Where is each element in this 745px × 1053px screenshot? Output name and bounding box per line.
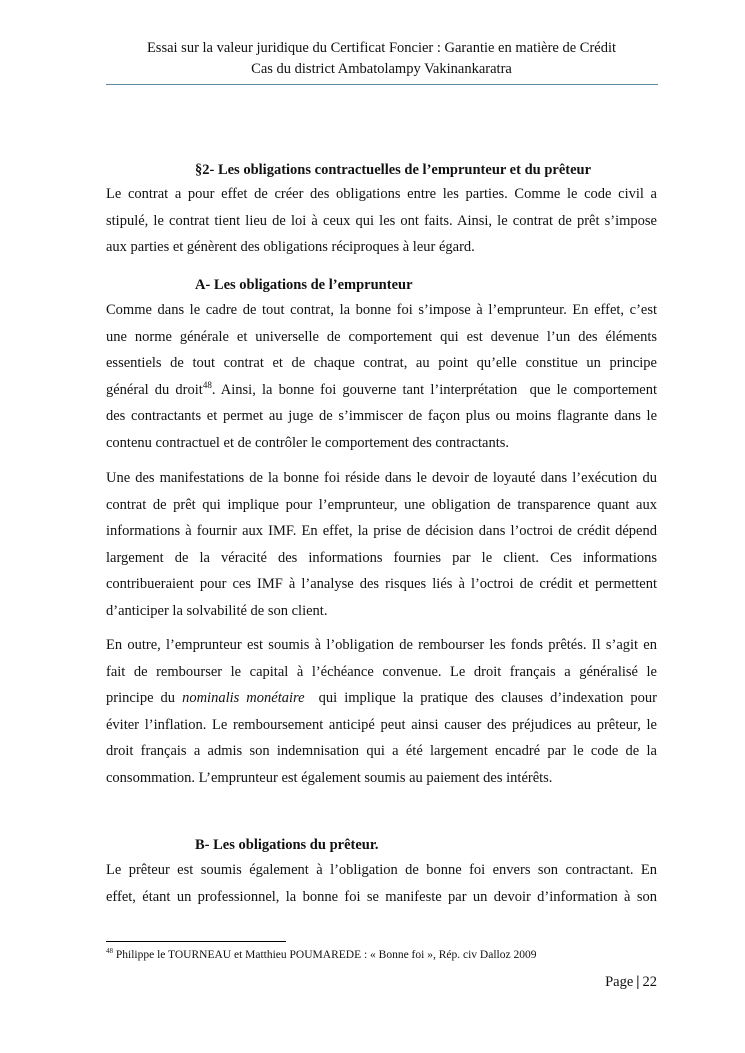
- text-line: [106, 571, 657, 598]
- text-line: [106, 545, 657, 572]
- subsection-heading-b: B- Les obligations du prêteur.: [195, 837, 379, 853]
- text-line: [106, 765, 657, 792]
- paragraph: [106, 181, 657, 261]
- text-run: général du droit: [106, 381, 203, 398]
- text-line: [106, 884, 657, 911]
- running-header-subtitle: Cas du district Ambatolampy Vakinankaratra: [251, 61, 512, 77]
- text-run: Le contrat a pour effet de créer des obligations entre les parties. Comme le code civil a: [106, 186, 657, 202]
- footnote-divider: [106, 941, 286, 942]
- text-line: [106, 234, 657, 261]
- text-line: [106, 659, 657, 686]
- text-run: nominalis monétaire: [182, 690, 305, 706]
- text-line: [106, 685, 657, 712]
- text-run: informations à fournir aux IMF. En effet, la prise de décision dans l’octroi de crédit dépend: [106, 523, 657, 539]
- text-line: [106, 712, 657, 739]
- page-separator: |: [636, 974, 640, 990]
- text-run: qui implique la pratique des clauses d’indexation pour: [304, 690, 657, 706]
- subsection-heading-a: A- Les obligations de l’emprunteur: [195, 277, 413, 293]
- section-heading: §2- Les obligations contractuelles de l’emprunteur et du prêteur: [195, 162, 592, 178]
- text-line: [106, 598, 657, 625]
- text-run: consommation. L’emprunteur est également soumis au paiement des intérêts.: [106, 769, 553, 786]
- text-line: [106, 465, 657, 492]
- paragraph: [106, 857, 657, 910]
- text-line: [106, 181, 657, 208]
- page-label: Page: [605, 974, 634, 990]
- text-line: [106, 297, 657, 324]
- text-run: aux parties et génèrent des obligations réciproques à leur égard.: [106, 239, 475, 255]
- text-line: [106, 492, 657, 519]
- text-run: contrat de prêt qui implique pour l’emprunteur, une obligation de transparence quant aux: [106, 496, 657, 513]
- text-run: d’anticiper la solvabilité de son client.: [106, 602, 328, 619]
- text-line: [106, 350, 657, 377]
- text-run: largement de la véracité des informations fournies par le client. Ces informations: [106, 549, 657, 566]
- text-line: [106, 738, 657, 765]
- footnote: [106, 949, 536, 961]
- paragraph: [106, 465, 657, 624]
- page-number: [605, 974, 657, 991]
- running-header-title: Essai sur la valeur juridique du Certificat Foncier : Garantie en matière de Crédit: [146, 40, 617, 56]
- text-run: essentiels de tout contrat et de chaque contrat, au point qu’elle constitue un principe: [106, 355, 657, 371]
- text-line: [106, 377, 657, 404]
- text-run: fait de rembourser le capital à l’échéance convenue. Le droit français a généralisé le: [106, 663, 657, 680]
- paragraph: [106, 632, 657, 791]
- text-line: [106, 430, 657, 457]
- text-run: stipulé, le contrat tient lieu de loi à ceux qui les ont faits. Ainsi, le contrat de prêt s’impose: [106, 212, 657, 229]
- text-run: droit français a admis son indemnisation qui a été largement encadré par le code de la: [106, 743, 657, 759]
- footnote-number: 48: [106, 947, 113, 956]
- text-run: . Ainsi, la bonne foi gouverne tant l’interprétation que le comportement: [211, 381, 657, 398]
- text-run: des contractants et permet au juge de s’immiscer de façon plus ou moins flagrante dans le: [106, 408, 657, 424]
- text-run: éviter l’inflation. Le remboursement anticipé peut ainsi causer des préjudices au prêteur, le: [106, 716, 657, 733]
- text-run: contribueraient pour ces IMF à l’analyse des risques liés à l’octroi de crédit et permettent: [106, 576, 657, 592]
- text-run: Comme dans le cadre de tout contrat, la bonne foi s’impose à l’emprunteur. En effet, c’est: [106, 302, 657, 318]
- paragraph: [106, 297, 657, 456]
- text-run: Une des manifestations de la bonne foi réside dans le devoir de loyauté dans l’exécution du: [106, 470, 657, 486]
- text-run: Le prêteur est soumis également à l’obligation de bonne foi envers son contractant. En: [106, 862, 657, 878]
- text-run: une norme générale et universelle de comportement qui est devenue l’un des éléments: [106, 328, 657, 345]
- text-line: [106, 857, 657, 884]
- text-line: [106, 403, 657, 430]
- footnote-text: Philippe le TOURNEAU et Matthieu POUMAREDE : « Bonne foi », Rép. civ Dalloz 2009: [113, 949, 537, 961]
- text-run: principe du: [106, 690, 183, 706]
- text-line: [106, 324, 657, 351]
- text-run: En outre, l’emprunteur est soumis à l’obligation de rembourser les fonds prêtés. Il s’agit en: [106, 637, 657, 653]
- text-line: [106, 518, 657, 545]
- text-run: effet, étant un professionnel, la bonne foi se manifeste par un devoir d’information à son: [106, 888, 657, 905]
- header-divider: [106, 84, 658, 85]
- text-run: contenu contractuel et de contrôler le comportement des contractants.: [106, 434, 510, 451]
- text-line: [106, 632, 657, 659]
- text-line: [106, 208, 657, 235]
- footnote-reference: 48: [202, 379, 212, 390]
- page-number-value: 22: [642, 974, 657, 990]
